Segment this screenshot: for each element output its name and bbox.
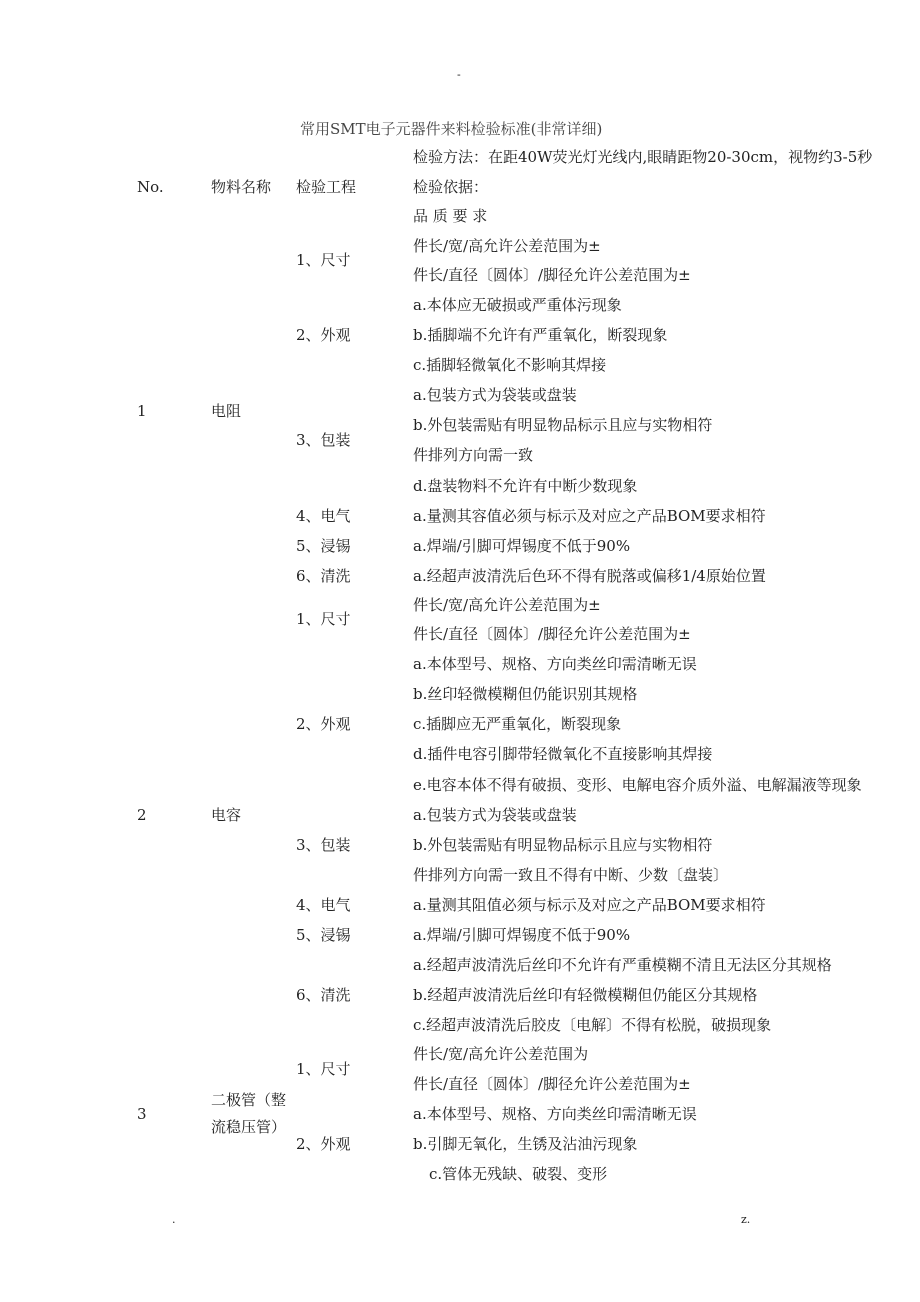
requirement-text: a.量测其阻值必须与标示及对应之产品BOM要求相符 [413,896,766,914]
requirement-text: a.焊端/引脚可焊锡度不低于90% [413,926,631,944]
process-cleaning: 6、清洗 [296,567,351,585]
requirement-text: a.量测其容值必须与标示及对应之产品BOM要求相符 [413,507,766,525]
requirement-text: d.盘装物料不允许有中断少数现象 [413,477,638,495]
material-name-capacitor: 电容 [211,806,242,824]
row-no-1: 1 [137,402,147,420]
requirement-text: c.管体无残缺、破裂、变形 [429,1165,608,1183]
requirement-text: a.本体应无破损或严重体污现象 [413,296,622,314]
requirement-text: a.包装方式为袋装或盘装 [413,806,577,824]
requirement-text: b.经超声波清洗后丝印有轻微模糊但仍能区分其规格 [413,986,758,1004]
process-packaging: 3、包装 [296,836,351,854]
column-inspection-basis: 检验依据： [413,178,489,196]
requirement-text: c.插脚轻微氧化不影响其焊接 [413,356,607,374]
process-tin-dip: 5、浸锡 [296,537,351,555]
requirement-text: a.经超声波清洗后色环不得有脱落或偏移1/4原始位置 [413,567,766,585]
process-appearance: 2、外观 [296,326,351,344]
process-tin-dip: 5、浸锡 [296,926,351,944]
process-size: 1、尺寸 [296,1060,351,1078]
row-no-3: 3 [137,1105,147,1123]
column-quality-requirement: 品 质 要 求 [413,207,488,225]
process-electrical: 4、电气 [296,896,351,914]
requirement-text: 件长/宽/高允许公差范围为 [413,1045,589,1063]
footer-left-mark: . [172,1213,176,1226]
requirement-text: 件长/宽/高允许公差范围为± [413,237,601,255]
requirement-text: c.经超声波清洗后胶皮〔电解〕不得有松脱，破损现象 [413,1016,772,1034]
requirement-text: 件长/宽/高允许公差范围为± [413,596,601,614]
requirement-text: 件长/直径〔圆体〕/脚径允许公差范围为± [413,1075,691,1093]
requirement-text: d.插件电容引脚带轻微氧化不直接影响其焊接 [413,745,713,763]
process-cleaning: 6、清洗 [296,986,351,1004]
column-no: No. [137,178,164,196]
requirement-text: b.插脚端不允许有严重氧化，断裂现象 [413,326,668,344]
process-electrical: 4、电气 [296,507,351,525]
process-appearance: 2、外观 [296,1135,351,1153]
requirement-text: 件长/直径〔圆体〕/脚径允许公差范围为± [413,266,691,284]
row-no-2: 2 [137,806,147,824]
requirement-text: a.经超声波清洗后丝印不允许有严重模糊不清且无法区分其规格 [413,956,832,974]
inspection-method: 检验方法：在距40W荧光灯光线内,眼睛距物20-30cm，视物约3-5秒 [413,148,873,166]
column-material-name: 物料名称 [211,178,272,196]
footer-right-mark: z. [741,1213,751,1226]
material-name-resistor: 电阻 [211,402,242,420]
requirement-text: b.引脚无氧化，生锈及沾油污现象 [413,1135,638,1153]
requirement-text: a.包装方式为袋装或盘装 [413,386,577,404]
column-inspection-process: 检验工程 [296,178,357,196]
requirement-text: b.外包装需贴有明显物品标示且应与实物相符 [413,416,713,434]
requirement-text: a.本体型号、规格、方向类丝印需清晰无误 [413,1105,697,1123]
requirement-text: b.外包装需贴有明显物品标示且应与实物相符 [413,836,713,854]
requirement-text: 件排列方向需一致 [413,446,534,464]
requirement-text: c.插脚应无严重氧化，断裂现象 [413,715,622,733]
header-mark: - [457,68,461,81]
material-name-diode-line1: 二极管（整 [211,1091,287,1109]
requirement-text: a.本体型号、规格、方向类丝印需清晰无误 [413,655,697,673]
requirement-text: e.电容本体不得有破损、变形、电解电容介质外溢、电解漏液等现象 [413,776,862,794]
requirement-text: 件长/直径〔圆体〕/脚径允许公差范围为± [413,625,691,643]
process-size: 1、尺寸 [296,610,351,628]
process-size: 1、尺寸 [296,251,351,269]
requirement-text: 件排列方向需一致且不得有中断、少数〔盘装〕 [413,866,729,884]
requirement-text: a.焊端/引脚可焊锡度不低于90% [413,537,631,555]
process-appearance: 2、外观 [296,715,351,733]
requirement-text: b.丝印轻微模糊但仍能识别其规格 [413,685,638,703]
page-title: 常用SMT电子元器件来料检验标准(非常详细) [300,120,603,138]
process-packaging: 3、包装 [296,431,351,449]
material-name-diode-line2: 流稳压管） [211,1118,287,1136]
